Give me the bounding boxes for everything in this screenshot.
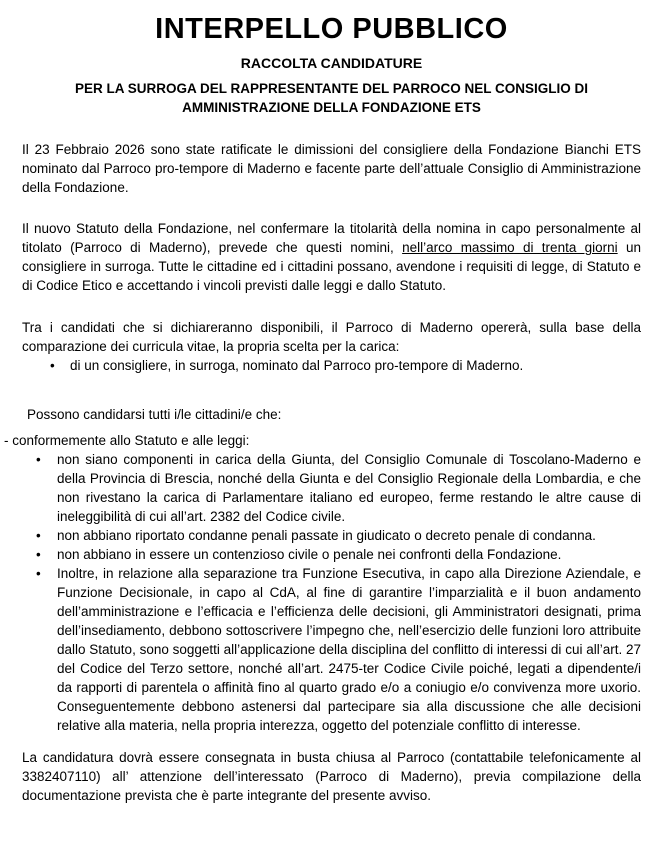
document-subject: PER LA SURROGA DEL RAPPRESENTANTE DEL PARROCO NEL CONSIGLIO DI AMMINISTRAZIONE DELLA FONDAZIONE ETS: [74, 81, 589, 115]
document-title: INTERPELLO PUBBLICO: [155, 13, 508, 45]
list-item: • non abbiano riportato condanne penali passate in giudicato o decreto penale di condanna.: [22, 526, 641, 545]
paragraph-ratification: Il 23 Febbraio 2026 sono state ratificate le dimissioni del consigliere della Fondazione Bianchi ETS nominato dal Parroco pro-tempore di Maderno e facente parte dell’attuale Consiglio di Amministrazione della Fondazione.: [22, 142, 641, 195]
document-subtitle: RACCOLTA CANDIDATURE: [240, 55, 423, 71]
paragraph-selection: Tra i candidati che si dichiareranno disponibili, il Parroco di Maderno opererà, sulla base della comparazione dei curricula vitae, la propria scelta per la carica:: [22, 320, 641, 354]
paragraph-closing: La candidatura dovrà essere consegnata in busta chiusa al Parroco (contattabile telefonicamente al 3382407110) all’ attenzione dell’interessato (Parroco di Maderno), previa compilazione della documentazione prevista che è parte integrante del presente avviso.: [22, 750, 641, 803]
paragraph-statute: [22, 219, 641, 295]
list-item: • non abbiano in essere un contenzioso civile o penale nei confronti della Fondazione.: [22, 545, 641, 564]
role-bullet-list: [22, 356, 641, 375]
list-item: • di un consigliere, in surroga, nominato dal Parroco pro-tempore di Maderno.: [22, 356, 641, 375]
eligibility-condition: - conformemente allo Statuto e alle leggi:: [4, 433, 250, 448]
requirements-bullet-list: [22, 450, 641, 735]
eligibility-intro: Possono candidarsi tutti i/le cittadini/e che:: [27, 407, 282, 422]
statute-text-before: Il nuovo Statuto della Fondazione, nel confermare la titolarità della nomina in capo personalmente al titolato (Parroco di Maderno), prevede che questi nomini,: [22, 221, 641, 255]
statute-deadline-underlined-text: nell’arco massimo di trenta giorni: [402, 240, 618, 255]
list-item: • Inoltre, in relazione alla separazione tra Funzione Esecutiva, in capo alla Direzione Aziendale, e Funzione Decisionale, in capo al CdA, al fine di garantire l’imparzialità e il buon andamento dell’amministrazione e l’efficacia e l’efficienza delle decisioni, gli Amministratori designati, prima dell’insediamento, debbono sottoscrivere l’impegno che, nell’esercizio delle funzioni loro attribuite dallo Statuto, sono soggetti all’applicazione della disciplina del conflitto di interessi di cui all’art. 27 del Codice del Terzo settore, nonché all’art. 2475-ter Codice Civile poiché, legati a dipendente/i da rapporti di parentela o affinità fino al quarto grado e/o a coniugio e/o convivenza more uxorio. Conseguentemente debbono astenersi dal partecipare sia alla discussione che alle decisioni relative alla materia, nella propria interezza, oggetto del potenziale conflitto di interesse.: [22, 564, 641, 735]
statute-text-after: un consigliere in surroga. Tutte le cittadine ed i cittadini possano, avendone i requisiti di legge, di Statuto e di Codice Etico e accettando i vincoli previsti dalle leggi e dallo Statuto.: [22, 240, 641, 293]
list-item: • non siano componenti in carica della Giunta, del Consiglio Comunale di Toscolano-Maderno e della Provincia di Brescia, nonché della Giunta e del Consiglio Regionale della Lombardia, e che non rivestano la carica di Parlamentare italiano ed europeo, ferme restando le altre cause di ineleggibilità di cui all’art. 2382 del Codice civile.: [22, 450, 641, 526]
